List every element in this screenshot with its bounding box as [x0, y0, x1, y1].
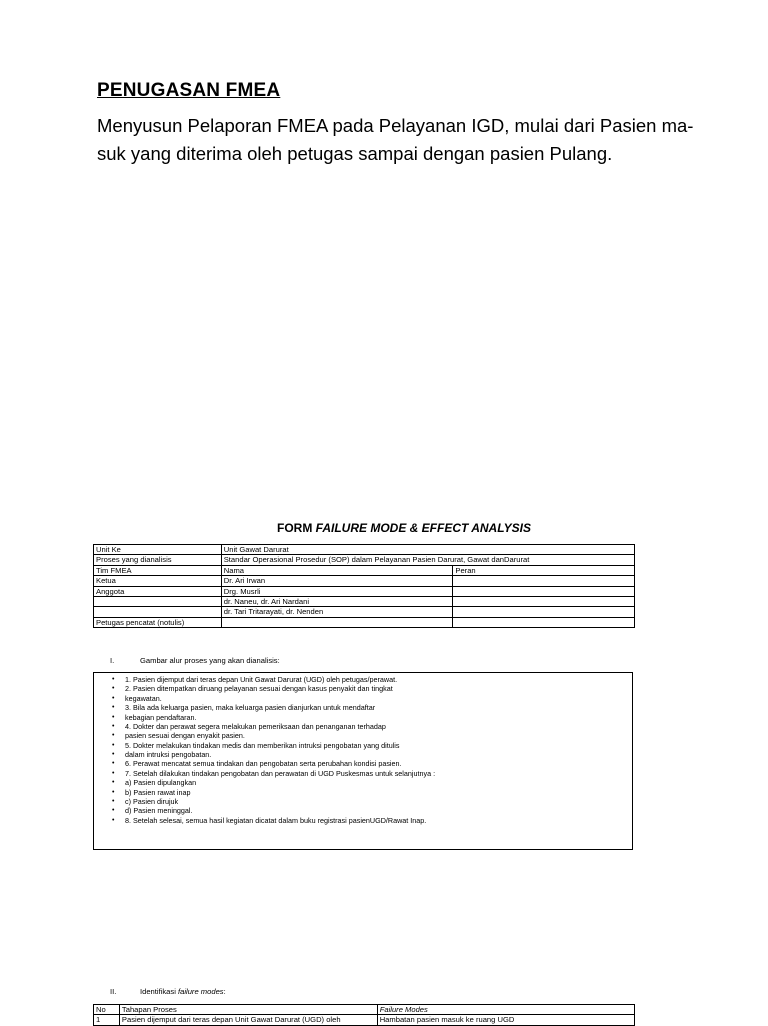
- form-title-italic: FAILURE MODE & EFFECT ANALYSIS: [315, 521, 531, 535]
- process-step-item: • 2. Pasien ditempatkan diruang pelayanan sesuai dengan kasus penyakit dan tingkat: [94, 684, 632, 693]
- table-cell-label: Unit Ke: [94, 545, 222, 555]
- section-title-italic: failure modes: [178, 987, 224, 996]
- table-cell-empty: [94, 597, 222, 607]
- table-cell-label: Ketua: [94, 576, 222, 586]
- table-row: [94, 576, 635, 586]
- table-cell-mode: Hambatan pasien masuk ke ruang UGD: [377, 1015, 634, 1025]
- section-title: [140, 987, 226, 996]
- table-row: [94, 1005, 635, 1015]
- table-cell-empty: [453, 586, 635, 596]
- form-title-prefix: FORM: [276, 521, 316, 535]
- table-cell-label: Proses yang dianalisis: [94, 555, 222, 565]
- section-title-suffix: :: [223, 987, 226, 996]
- process-step-item: • a) Pasien dipulangkan: [94, 778, 632, 787]
- table-cell-empty: [453, 607, 635, 617]
- table-row: [94, 555, 635, 565]
- table-cell-empty: [453, 617, 635, 627]
- process-step-item: • 4. Dokter dan perawat segera melakukan pemeriksaan dan penanganan terhadap: [94, 722, 632, 731]
- table-header-modes: Failure Modes: [377, 1005, 634, 1015]
- process-steps-list: [94, 675, 632, 825]
- process-step-item: • 6. Perawat mencatat semua tindakan dan pengobatan serta perubahan kondisi pasien.: [94, 759, 632, 768]
- table-cell-stage: Pasien dijemput dari teras depan Unit Gawat Darurat (UGD) oleh: [119, 1015, 377, 1025]
- intro-line: suk yang diterima oleh petugas sampai dengan pasien Pulang.: [97, 143, 613, 164]
- process-step-item: • d) Pasien meninggal.: [94, 806, 632, 815]
- section-1-heading: [110, 656, 510, 668]
- table-row: [94, 565, 635, 575]
- table-cell-value: dr. Naneu, dr. Ari Nardani: [221, 597, 453, 607]
- table-cell-value: Dr. Ari Irwan: [221, 576, 453, 586]
- section-number: I.: [110, 656, 115, 665]
- process-step-item: • b) Pasien rawat inap: [94, 788, 632, 797]
- process-step-item: • 7. Setelah dilakukan tindakan pengobatan dan perawatan di UGD Puskesmas untuk selanjutnya :: [94, 769, 632, 778]
- table-row: [94, 586, 635, 596]
- process-step-item: • 8. Setelah selesai, semua hasil kegiatan dicatat dalam buku registrasi pasienUGD/Rawat Inap.: [94, 816, 632, 825]
- process-step-item: • c) Pasien dirujuk: [94, 797, 632, 806]
- intro-line: Menyusun Pelaporan FMEA pada Pelayanan IGD, mulai dari Pasien ma-: [97, 115, 694, 136]
- table-header-stage: Tahapan Proses: [119, 1005, 377, 1015]
- table-cell-label: Petugas pencatat (notulis): [94, 617, 222, 627]
- section-title: Gambar alur proses yang akan dianalisis:: [140, 656, 280, 665]
- table-cell-empty: [221, 617, 453, 627]
- table-row: [94, 545, 635, 555]
- section-title-prefix: Identifikasi: [140, 987, 178, 996]
- failure-modes-table: [93, 1004, 635, 1026]
- section-2-heading: [110, 987, 510, 999]
- process-steps-box: [93, 672, 633, 850]
- table-cell-value: Standar Operasional Prosedur (SOP) dalam Pelayanan Pasien Darurat, Gawat danDarurat: [221, 555, 634, 565]
- fmea-info-table: [93, 544, 635, 628]
- table-cell-value: dr. Tari Tritarayati, dr. Nenden: [221, 607, 453, 617]
- process-step-item: • 3. Bila ada keluarga pasien, maka keluarga pasien dianjurkan untuk mendaftar: [94, 703, 632, 712]
- table-cell-value: Unit Gawat Darurat: [221, 545, 634, 555]
- table-cell-empty: [453, 576, 635, 586]
- table-cell-no: 1: [94, 1015, 120, 1025]
- table-header-no: No: [94, 1005, 120, 1015]
- table-cell-empty: [94, 607, 222, 617]
- table-cell-empty: [453, 597, 635, 607]
- intro-paragraph: [97, 112, 717, 168]
- table-row: [94, 607, 635, 617]
- table-cell-label: Tim FMEA: [94, 565, 222, 575]
- process-step-item: • 5. Dokter melakukan tindakan medis dan memberikan intruksi pengobatan yang ditulis: [94, 741, 632, 750]
- form-title: [0, 521, 768, 535]
- process-step-item: • kebagian pendaftaran.: [94, 713, 632, 722]
- table-row: [94, 617, 635, 627]
- process-step-item: • pasien sesuai dengan enyakit pasien.: [94, 731, 632, 740]
- process-step-item: • dalam intruksi pengobatan.: [94, 750, 632, 759]
- table-cell-value: Drg. Musrli: [221, 586, 453, 596]
- table-header-name: Nama: [221, 565, 453, 575]
- table-header-role: Peran: [453, 565, 635, 575]
- table-cell-label: Anggota: [94, 586, 222, 596]
- table-row: [94, 597, 635, 607]
- process-step-item: • 1. Pasien dijemput dari teras depan Unit Gawat Darurat (UGD) oleh petugas/perawat.: [94, 675, 632, 684]
- page-title: PENUGASAN FMEA: [97, 80, 281, 101]
- section-number: II.: [110, 987, 117, 996]
- process-step-item: • kegawatan.: [94, 694, 632, 703]
